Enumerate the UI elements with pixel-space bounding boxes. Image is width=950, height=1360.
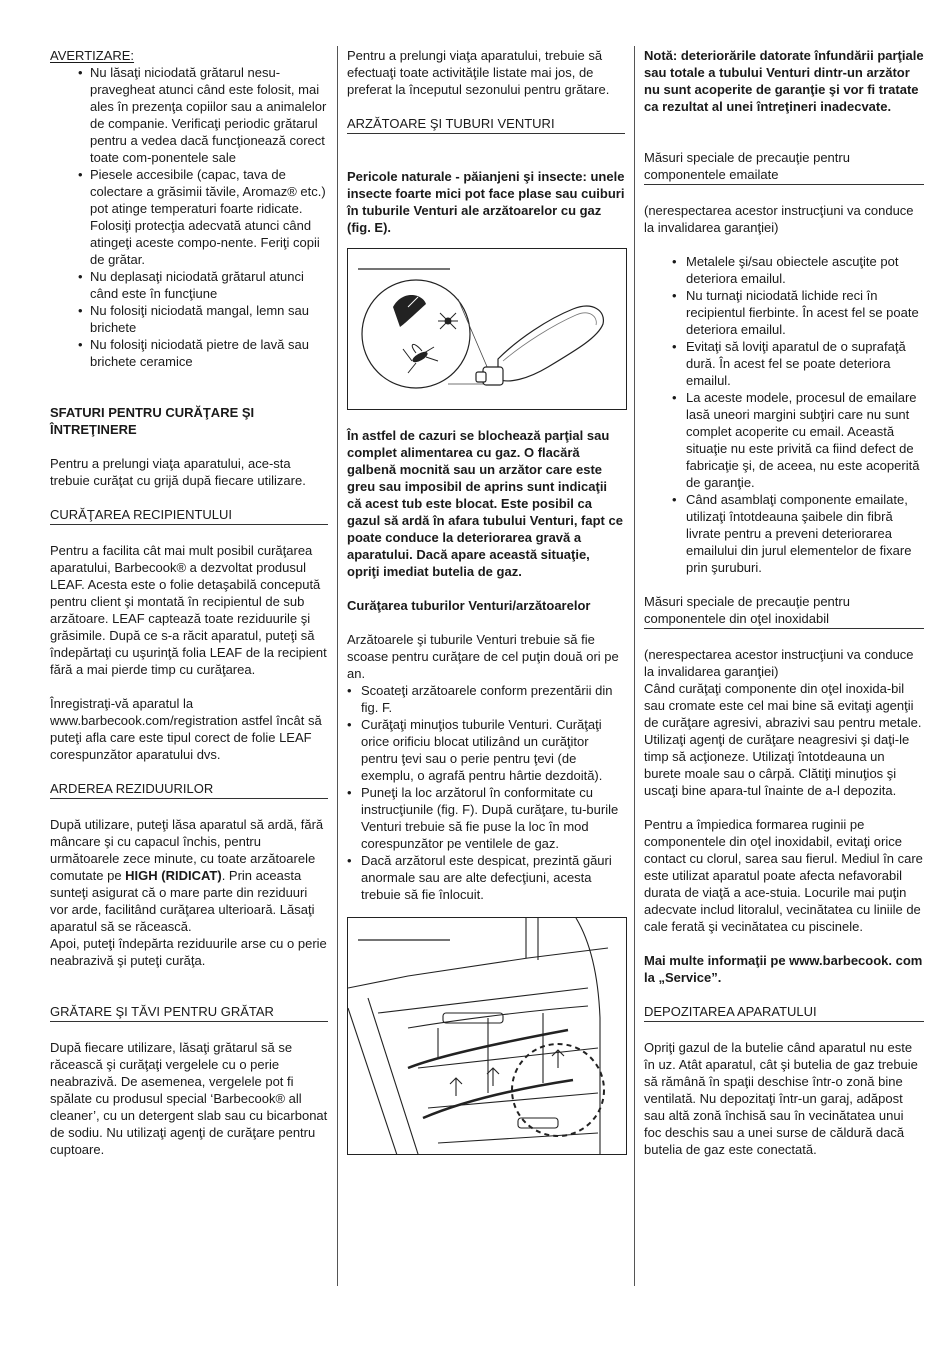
list-item: • Nu folosiţi niciodată pietre de lavă sau brichete ceramice — [50, 336, 328, 370]
more-info-paragraph: Mai multe informaţii pe www.barbecook. com la „Service”. — [644, 953, 923, 985]
list-item: • Dacă arzătorul este despicat, prezintă găuri anormale sau are alte defecţiuni, acesta trebuie să fie înlocuit. — [347, 852, 625, 903]
figure-e — [347, 248, 627, 410]
list-item: • Nu deplasaţi niciodată grătarul atunci când este în funcţiune — [50, 268, 328, 302]
list-item: • Când asamblaţi componente emailate, utilizaţi întotdeauna şaibele din fibră livrate pentru a preveni deteriorarea emailului din jurul elementelor de fixare prin şuruburi. — [644, 491, 924, 576]
list-item: • Scoateţi arzătoarele conform prezentării din fig. F. — [347, 682, 625, 716]
list-item: • Nu turnaţi niciodată lichide reci în recipientul fierbinte. În acest fel se poate deteriora emailul. — [644, 287, 924, 338]
burner-removal-illustration — [348, 918, 626, 1154]
blocked-paragraph: În astfel de cazuri se blochează parţial sau complet alimentarea cu gaz. O flacără galbenă mocnită sau un arzător care este greu sau imposibil de aprins sunt indicaţii că acest tub este blocat. Este posibil ca gazul să ardă în afara tubului Venturi, fapt ce poate conduce la deteriorarea gravă a aparatului. Dacă apare această situaţie, opriţi imediat butelia de gaz. — [347, 428, 623, 579]
steel-paragraph-1: (nerespectarea acestor instrucţiuni va conduce la invalidarea garanţiei) Când curăţaţi componente din oţel inoxida-bil sau cromate este cel mai bine să evitaţi agenţii de curăţare agresivi, abrazivi sau pentru metale. Utilizaţi agenţi de curăţare neagresivi şi daţi-le timp să acţioneze. Utilizaţi întotdeauna un burete moale sau o cârpă. Clătiţi minuţios şi uscaţi bine apara-tul înainte de a-l depozita. — [644, 647, 922, 798]
venturi-tube-icon — [476, 306, 603, 385]
residue-paragraph-2: Apoi, puteţi îndepărta reziduurile arse cu o perie neabrazivă şi puteţi curăţa. — [50, 936, 327, 968]
grills-paragraph: După fiecare utilizare, lăsaţi grătarul să se răcească şi curăţaţi vergelele cu o perie neabrazivă. De asemenea, vergelele pot fi spălate cu produsul special ‘Barbecook® all cleaner’, cu un detergent slab sau cu bicarbonat de sodiu. Nu utilizaţi agenţi de curăţare pentru cuptoare. — [50, 1040, 328, 1157]
cleaning-heading: SFATURI PENTRU CURĂŢARE ŞI ÎNTREŢINERE — [50, 405, 255, 437]
list-item: • La aceste modele, procesul de emailare lasă uneori margini subţiri care nu sunt complet acoperite cu email. Această situaţie nu este privită ca fiind defect de fabricaţie şi, de aceea, nu este acoperită de garanţie. — [644, 389, 924, 491]
list-item: • Piesele accesibile (capac, tava de colectare a grăsimii tăvile, Aromaz® etc.) pot atinge temperaturi foarte ridicate. Folosiţi protecţia adecvată atunci când atingeţi aceste compo-nente. Feriţi copii de grătar. — [50, 166, 328, 268]
list-item: • Evitaţi să loviţi aparatul de o suprafaţă dură. În acest fel se poate deteriora emailul. — [644, 338, 924, 389]
recipient-heading: CURĂŢAREA RECIPIENTULUI — [50, 506, 328, 525]
steel-heading-line2: componentele din oţel inoxidabil — [644, 610, 924, 629]
warning-heading: AVERTIZARE: — [50, 48, 135, 63]
column-divider-2 — [634, 46, 635, 1286]
storage-paragraph: Opriţi gazul de la butelie când aparatul nu este în uz. Atât aparatul, cât şi butelia de gaz trebuie să rămână în spaţii deschise într-o zonă bine ventilată. Nu depozitaţi într-un garaj, adăpost sau altă zonă închisă sau în vecinătatea unui foc deschis sau a unei surse de căldură dacă butelia de gaz este conectată. — [644, 1040, 918, 1157]
venturi-clean-heading: Curăţarea tuburilor Venturi/arzătoarelor — [347, 598, 591, 613]
intro-paragraph: Pentru a prelungi viaţa aparatului, trebuie să efectuaţi toate activităţile listate mai jos, de preferat la începutul sezonului pentru grătare. — [347, 48, 610, 97]
residue-heading: ARDEREA REZIDUURILOR — [50, 780, 328, 799]
enamel-note: (nerespectarea acestor instrucţiuni va conduce la invalidarea garanţiei) — [644, 203, 914, 235]
list-item: • Nu lăsaţi niciodată grătarul nesu-pravegheat atunci când este folosit, mai ales în prezenţa copiilor sau a animalelor de companie. Verificaţi periodic grătarul pentru a vedea dacă funcţionează corect toate com-ponentele sale — [50, 64, 328, 166]
storage-heading: DEPOZITAREA APARATULUI — [644, 1003, 924, 1022]
column-3 — [644, 47, 924, 1158]
list-item: • Curăţaţi minuţios tuburile Venturi. Curăţaţi orice orificiu blocat utilizând un curăţitor pentru ţevi sau o perie pentru ţevi (de exemplu, o agrafă pentru hârtie dezdoită). — [347, 716, 625, 784]
venturi-clean-paragraph: Arzătoarele şi tuburile Venturi trebuie să fie scoase pentru curăţare de cel puţin două ori pe an. — [347, 632, 619, 681]
warning-list — [50, 64, 328, 370]
note-paragraph: Notă: deteriorările datorate înfundării parţiale sau totale a tubului Venturi dintr-un arzător nu sunt acoperite de garanţie şi vor fi tratate ca rezultat al unei întreţineri inadecvate. — [644, 48, 924, 114]
column-2 — [347, 47, 625, 1155]
list-item: • Puneţi la loc arzătorul în conformitate cu instrucţiunile (fig. F). După curăţare, tu-burile Venturi trebuie să fie puse la loc în mod corespunzător pe ventilele de gaz. — [347, 784, 625, 852]
figure-f — [347, 917, 627, 1155]
enamel-heading-line2: componentele emailate — [644, 166, 924, 185]
cleaning-intro: Pentru a prelungi viaţa aparatului, ace-sta trebuie curăţat cu grijă după fiecare utilizare. — [50, 456, 306, 488]
grills-heading: GRĂTARE ŞI TĂVI PENTRU GRĂTAR — [50, 1003, 328, 1022]
venturi-list — [347, 682, 625, 903]
residue-paragraph: După utilizare, puteţi lăsa aparatul să ardă, fără mâncare şi cu capacul închis, pentru următoarele zece minute, cu toate arzătoarele comutate pe HIGH (RIDICAT). Prin aceasta sunteţi asigurat că o mare parte din reziduuri vor arde, facilitând curăţarea ulterioară. Lăsaţi aparatul să se răcească. — [50, 817, 324, 934]
hazards-paragraph: Pericole naturale - păianjeni şi insecte: unele insecte foarte mici pot face plase sau cuiburi în tuburile Venturi ale arzătoarelor cu gaz (fig. E). — [347, 169, 625, 235]
enamel-heading: Măsuri speciale de precauţie pentru — [644, 150, 850, 165]
column-divider-1 — [337, 46, 338, 1286]
recipient-paragraph-1: Pentru a facilita cât mai mult posibil curăţarea aparatului, Barbecook® a dezvoltat produsul LEAF. Acesta este o folie detaşabilă concepută pentru client şi montată în recipientul de sub arzătoare. LEAF captează toate reziduurile şi grăsimile. După ce s-a răcit aparatul, puteţi să îndepărtaţi cu uşurinţă folia LEAF de la recipient fără a mai pierde timp cu curăţarea. — [50, 543, 327, 677]
steel-paragraph-2: Pentru a împiedica formarea ruginii pe componentele din oţel inoxidabil, evitaţi orice contact cu clorul, sarea sau fierul. Mediul în care este utilizat aparatul poate afecta nefavorabil durata de viaţă a ace-stuia. Locurile mai puţin adecvate includ litoralul, vecinătatea cu liniile de cale ferată şi vecinătatea cu piscinele. — [644, 817, 923, 934]
burners-heading: ARZĂTOARE ŞI TUBURI VENTURI — [347, 115, 625, 134]
list-item: • Nu folosiţi niciodată mangal, lemn sau brichete — [50, 302, 328, 336]
enamel-list — [644, 253, 924, 576]
list-item: • Metalele şi/sau obiectele ascuţite pot deteriora emailul. — [644, 253, 924, 287]
steel-heading: Măsuri speciale de precauţie pentru — [644, 594, 850, 609]
recipient-paragraph-2: Înregistraţi-vă aparatul la www.barbecook.com/registration astfel încât să puteţi afla care este tipul corect de folie LEAF corespunzător aparatului dvs. — [50, 696, 322, 762]
insects-venturi-illustration — [348, 249, 626, 409]
column-1 — [50, 47, 328, 1158]
